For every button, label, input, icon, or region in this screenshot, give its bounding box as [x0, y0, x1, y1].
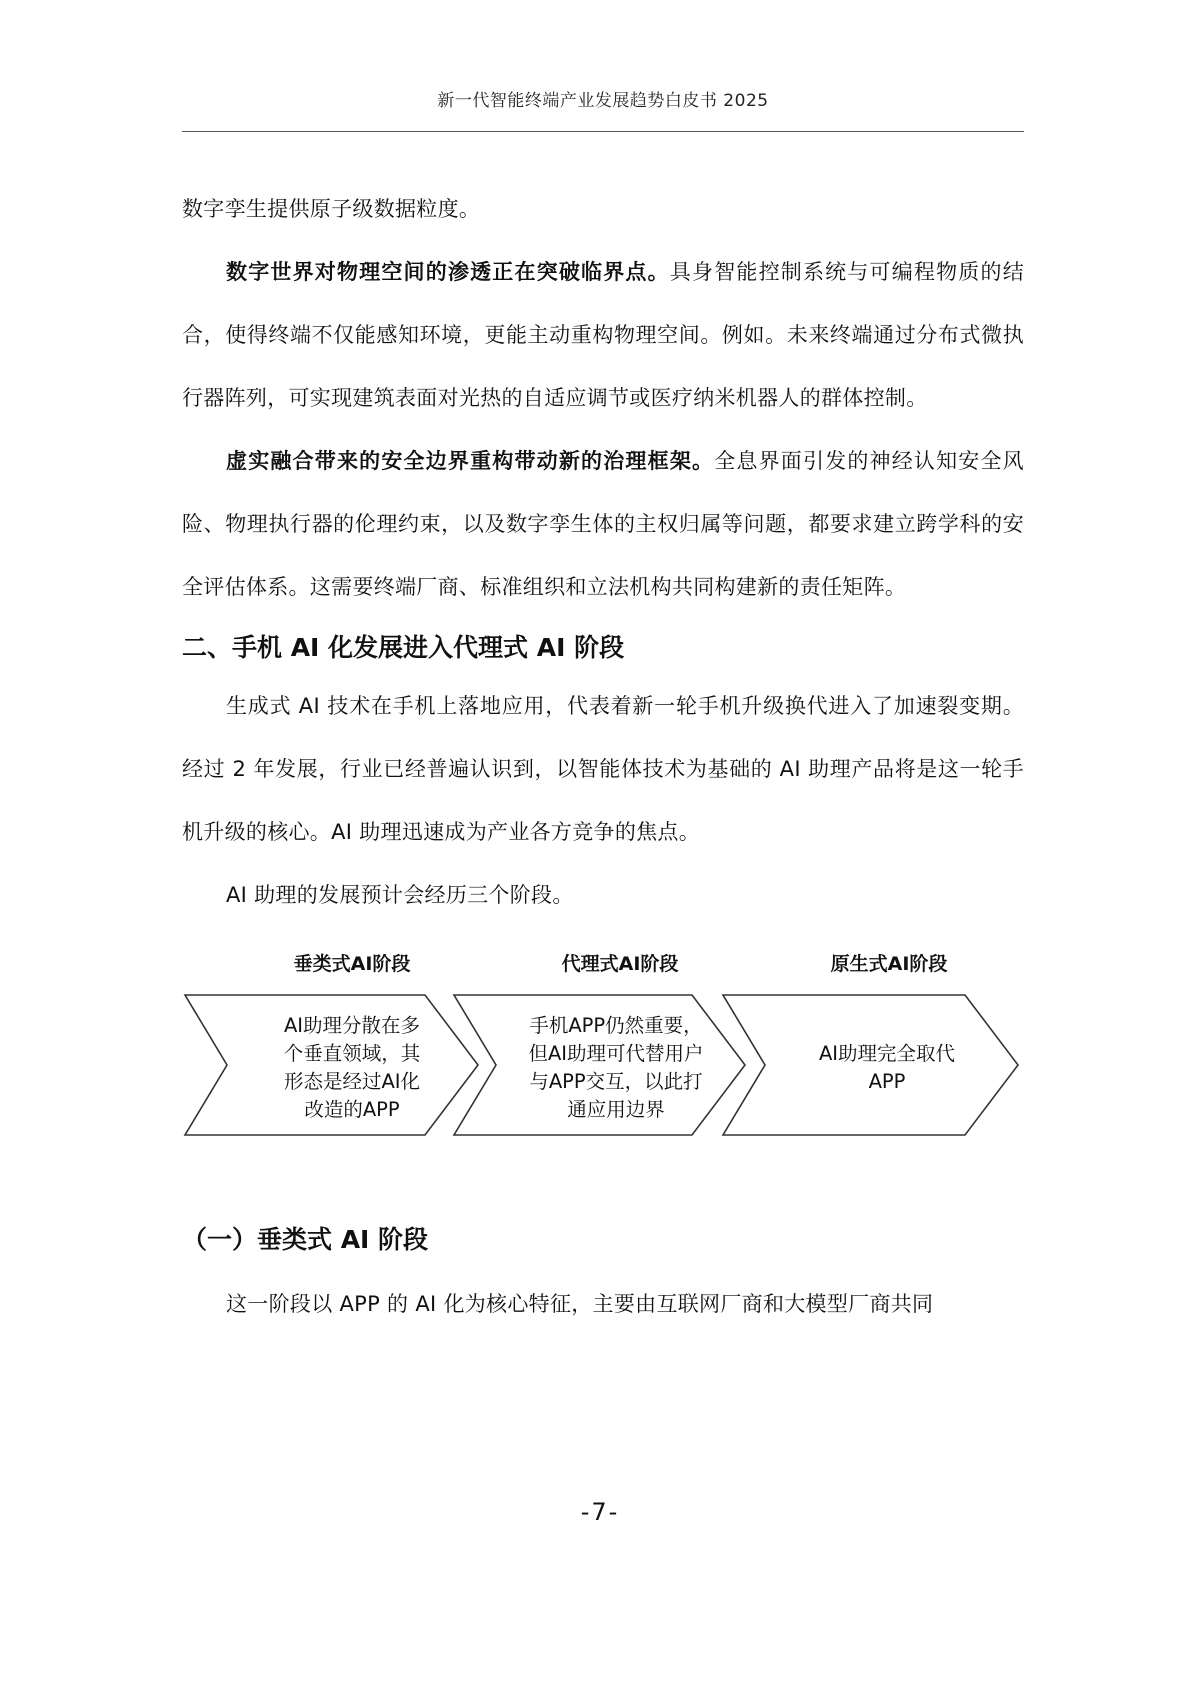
running-header: 新一代智能终端产业发展趋势白皮书 2025: [437, 91, 769, 111]
page-content: [182, 178, 1024, 1336]
paragraph-continued: 数字孪生提供原子级数据粒度。: [182, 197, 481, 221]
page-number: -7-: [580, 1498, 620, 1526]
stage-desc-agent: 手机APP仍然重要， 但AI助理可代替用户 与APP交互，以此打 通应用边界: [528, 1014, 704, 1121]
paragraph-lead-bold: 数字世界对物理空间的渗透正在突破临界点。: [226, 260, 670, 284]
paragraph-three-stages: AI 助理的发展预计会经历三个阶段。: [226, 883, 574, 907]
header-rule: [182, 131, 1024, 132]
paragraph-body: 全息界面引发的神经认知安全风险、物理执行器的伦理约束，以及数字孪生体的主权归属等问题，都要求建立跨学科的安全评估体系。这需要终端厂商、标准组织和立法机构共同构建新的责任矩阵。: [182, 449, 1024, 599]
stage-title-agent: 代理式AI阶段: [561, 953, 679, 975]
stage-title-vertical: 垂类式AI阶段: [293, 953, 411, 975]
stage-desc-vertical: AI助理分散在多 个垂直领域，其 形态是经过AI化 改造的APP: [283, 1014, 421, 1121]
stages-diagram: [182, 933, 1024, 1183]
stage-title-native: 原生式AI阶段: [830, 953, 948, 975]
paragraph-lead-bold: 虚实融合带来的安全边界重构带动新的治理框架。: [226, 449, 715, 473]
paragraph-security-governance: [182, 430, 1024, 619]
paragraph-vertical-stage: 这一阶段以 APP 的 AI 化为核心特征，主要由互联网厂商和大模型厂商共同: [226, 1292, 934, 1316]
paragraph-genai-phones: 生成式 AI 技术在手机上落地应用，代表着新一轮手机升级换代进入了加速裂变期。经过 2 年发展，行业已经普遍认识到，以智能体技术为基础的 AI 助理产品将是这一轮手机升级的核心。AI 助理迅速成为产业各方竞争的焦点。: [182, 694, 1024, 844]
paragraph-body: 具身智能控制系统与可编程物质的结合，使得终端不仅能感知环境，更能主动重构物理空间。例如。未来终端通过分布式微执行器阵列，可实现建筑表面对光热的自适应调节或医疗纳米机器人的群体控制。: [182, 260, 1024, 410]
stage-desc-native: AI助理完全取代 APP: [818, 1042, 956, 1093]
paragraph-digital-penetration: [182, 241, 1024, 430]
section-heading: 二、手机 AI 化发展进入代理式 AI 阶段: [182, 633, 625, 662]
subsection-heading: （一）垂类式 AI 阶段: [182, 1225, 429, 1254]
